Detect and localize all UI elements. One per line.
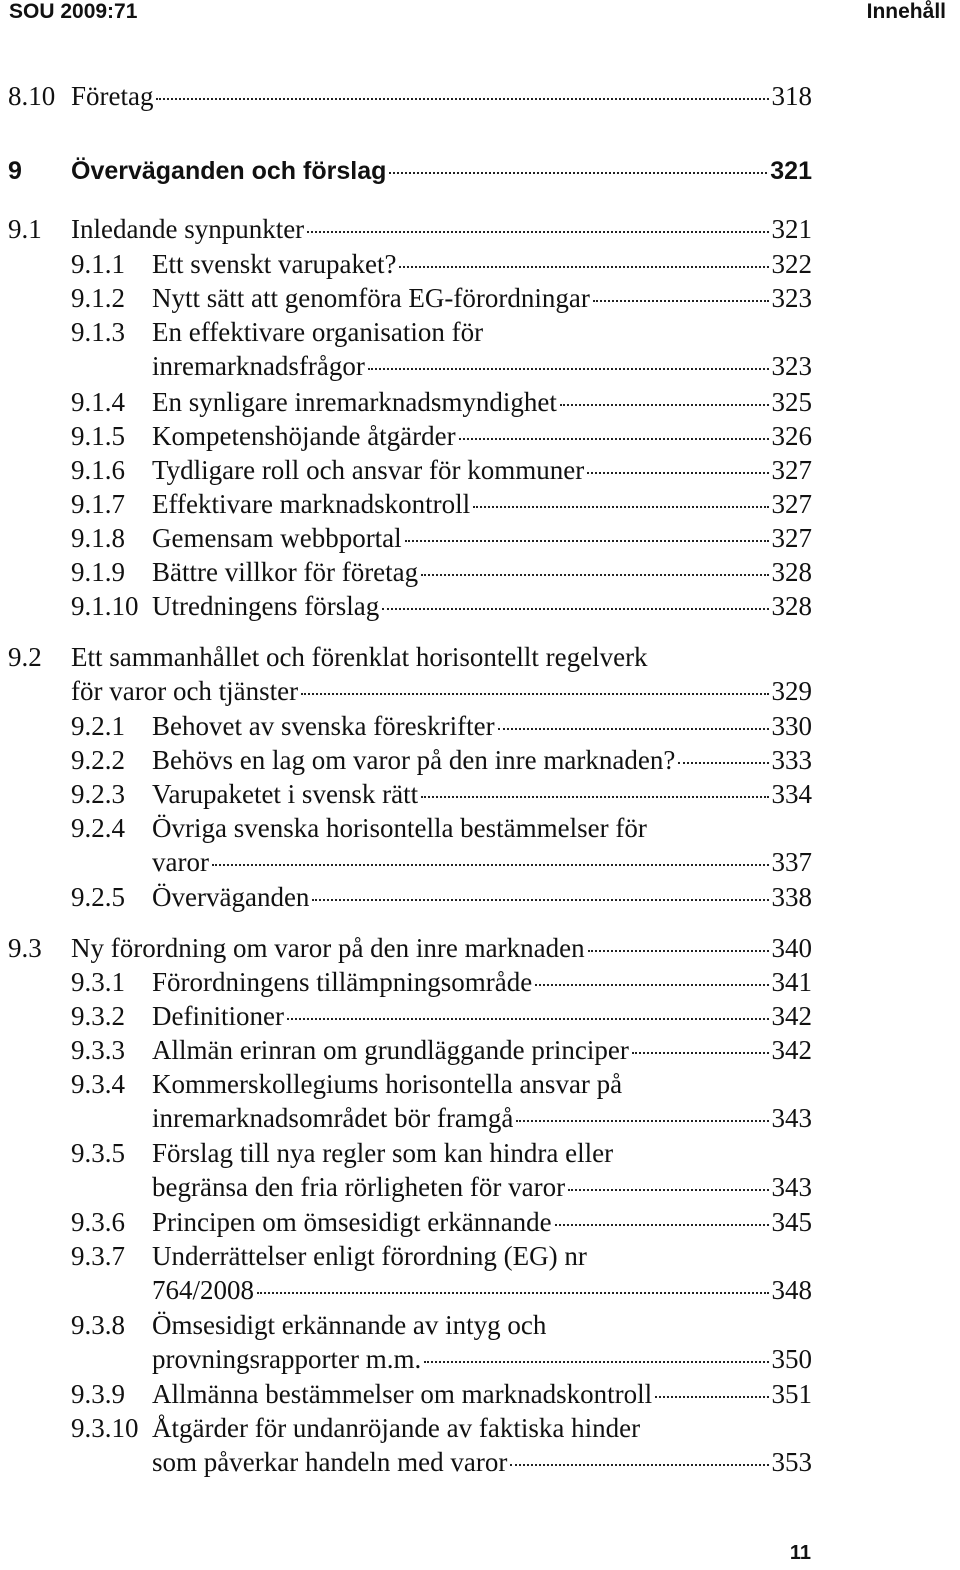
toc-entry-page: 348 [771,1275,812,1305]
toc-entry-page: 341 [771,967,812,997]
toc-entry-title: för varor och tjänster [71,676,299,706]
dot-leader [516,1120,768,1122]
dot-leader [655,1396,768,1398]
toc-entry-number: 9.3.8 [71,1310,125,1340]
toc-entry-number: 9.1.9 [71,557,125,587]
dot-leader [312,899,768,901]
dot-leader [588,950,769,952]
dot-leader [301,693,768,695]
toc-entry-title: Behövs en lag om varor på den inre marknaden? [152,745,676,775]
toc-entry-title: Ny förordning om varor på den inre marknaden [71,933,585,963]
toc-entry-number: 9.3.9 [71,1379,125,1409]
dot-leader [382,608,768,610]
dot-leader [389,172,767,174]
running-header-right: Innehåll [866,0,946,23]
toc-entry-title: Kompetenshöjande åtgärder [152,421,456,451]
toc-entry-title-line: En effektivare organisation för [152,317,484,347]
toc-entry-number: 9.3 [8,933,42,963]
dot-leader [287,1018,769,1020]
toc-entry-title: begränsa den fria rörligheten för varor [152,1172,566,1202]
toc-entry-page: 328 [771,591,812,621]
toc-entry-title: Inledande synpunkter [71,214,305,244]
toc-entry-page: 326 [771,421,812,451]
toc-entry [0,83,960,123]
toc-entry-number: 9.1.6 [71,455,125,485]
toc-entry-title: inremarknadsfrågor [152,351,365,381]
toc-entry-number: 9.2.3 [71,779,125,809]
toc-entry-number: 9.1.3 [71,317,125,347]
toc-entry-title: Överväganden och förslag [71,157,387,185]
toc-entry-page: 345 [771,1207,812,1237]
dot-leader [678,762,768,764]
dot-leader [257,1292,768,1294]
toc-entry-page: 337 [771,847,812,877]
toc-entry [0,884,960,924]
toc-entry-number: 9.1.2 [71,283,125,313]
dot-leader [307,231,768,233]
toc-entry-title: Varupaketet i svensk rätt [152,779,419,809]
toc-entry-page: 343 [771,1103,812,1133]
toc-entry-title: Företag [71,81,154,111]
toc-entry-page: 327 [771,455,812,485]
toc-entry-title: Nytt sätt att genomföra EG-förordningar [152,283,590,313]
dot-leader [421,796,768,798]
dot-leader [473,506,768,508]
running-header-left: SOU 2009:71 [9,0,138,23]
toc-entry-page: 353 [771,1447,812,1477]
toc-entry-title: Effektivare marknadskontroll [152,489,471,519]
toc-entry-title-line: Övriga svenska horisontella bestämmelser för [152,813,647,843]
toc-entry-number: 9.3.6 [71,1207,125,1237]
toc-entry-number: 9.3.3 [71,1035,125,1065]
toc-entry-page: 325 [771,387,812,417]
toc-entry-number: 9.3.10 [71,1413,139,1443]
toc-entry-page: 334 [771,779,812,809]
toc-entry-title: Överväganden [152,882,310,912]
toc-entry-title: Utredningens förslag [152,591,380,621]
toc-entry-number: 9.3.4 [71,1069,125,1099]
dot-leader [424,1361,768,1363]
dot-leader [368,368,769,370]
toc-entry-title-line: Kommerskollegiums horisontella ansvar på [152,1069,623,1099]
toc-entry-page: 340 [771,933,812,963]
toc-entry-title: Bättre villkor för företag [152,557,419,587]
toc-entry-title: Definitioner [152,1001,284,1031]
dot-leader [535,984,768,986]
toc-entry-number: 9.1.5 [71,421,125,451]
dot-leader [399,266,768,268]
toc-entry-title: inremarknadsområdet bör framgå [152,1103,514,1133]
dot-leader [459,438,769,440]
toc-entry-title: Allmänna bestämmelser om marknadskontroll [152,1379,653,1409]
toc-entry-page: 327 [771,523,812,553]
toc-entry-title-line: Åtgärder för undanröjande av faktiska hinder [152,1413,641,1443]
toc-entry-title: Principen om ömsesidigt erkännande [152,1207,552,1237]
toc-entry-title: Tydligare roll och ansvar för kommuner [152,455,585,485]
toc-entry [0,216,960,256]
toc-entry [0,159,960,199]
toc-entry-page: 343 [771,1172,812,1202]
toc-entry-number: 9.1.10 [71,591,139,621]
toc-entry-page: 327 [771,489,812,519]
toc-entry-number: 9.1.1 [71,249,125,279]
toc-entry-title: Gemensam webbportal [152,523,402,553]
toc-entry-number: 9.3.5 [71,1138,125,1168]
toc-entry-title-line: Ömsesidigt erkännande av intyg och [152,1310,547,1340]
toc-entry-title: varor [152,847,209,877]
toc-entry [0,593,960,633]
toc-entry-number: 9.3.2 [71,1001,125,1031]
dot-leader [593,300,769,302]
toc-entry-page: 333 [771,745,812,775]
toc-entry-title-line: Underrättelser enligt förordning (EG) nr [152,1241,587,1271]
toc-entry-page: 350 [771,1344,812,1374]
toc-entry [0,1241,960,1305]
toc-entry-page: 328 [771,557,812,587]
toc-entry [0,1413,960,1477]
toc-entry-page: 338 [771,882,812,912]
dot-leader [498,728,769,730]
toc-entry-number: 9 [8,157,22,185]
toc-entry-title: Behovet av svenska föreskrifter [152,711,495,741]
toc-entry-page: 323 [771,351,812,381]
dot-leader [212,864,769,866]
dot-leader [510,1464,768,1466]
toc-entry-page: 318 [771,81,812,111]
toc-entry-title: 764/2008 [152,1275,255,1305]
toc-entry-page: 322 [771,249,812,279]
toc-entry-page: 321 [771,214,812,244]
toc-entry-title: En synligare inremarknadsmyndighet [152,387,557,417]
dot-leader [632,1052,769,1054]
toc-entry-number: 9.3.1 [71,967,125,997]
toc-entry-title: Förordningens tillämpningsområde [152,967,533,997]
toc-entry-number: 9.2.5 [71,882,125,912]
toc-entry-number: 9.3.7 [71,1241,125,1271]
toc-entry [0,1069,960,1133]
toc-entry-page: 342 [771,1001,812,1031]
dot-leader [421,574,768,576]
toc-entry [0,813,960,877]
toc-entry-title: som påverkar handeln med varor [152,1447,508,1477]
toc-entry-number: 9.1.7 [71,489,125,519]
dot-leader [587,472,768,474]
dot-leader [555,1224,769,1226]
toc-entry-number: 9.1 [8,214,42,244]
toc-entry-number: 9.2.4 [71,813,125,843]
toc-entry-page: 323 [771,283,812,313]
toc-entry-number: 8.10 [8,81,56,111]
toc-entry [0,642,960,706]
toc-entry-title-line: Förslag till nya regler som kan hindra eller [152,1138,614,1168]
toc-entry-number: 9.2 [8,642,42,672]
dot-leader [405,540,769,542]
toc-entry [0,1310,960,1374]
toc-entry-number: 9.2.1 [71,711,125,741]
dot-leader [560,404,769,406]
toc-entry-number: 9.1.8 [71,523,125,553]
toc-entry-page: 342 [771,1035,812,1065]
page-number: 11 [789,1542,811,1564]
toc-entry-title: Allmän erinran om grundläggande principer [152,1035,629,1065]
toc-entry [0,317,960,381]
toc-entry-title-line: Ett sammanhållet och förenklat horisontellt regelverk [71,642,648,672]
toc-entry-page: 351 [771,1379,812,1409]
toc-entry-page: 330 [771,711,812,741]
dot-leader [568,1189,768,1191]
toc-entry-title: Ett svenskt varupaket? [152,249,397,279]
toc-entry [0,1138,960,1202]
dot-leader [156,98,768,100]
toc-entry-page: 329 [771,676,812,706]
toc-entry-page: 321 [770,157,812,185]
toc-entry-number: 9.1.4 [71,387,125,417]
toc-entry-number: 9.2.2 [71,745,125,775]
toc-entry-title: provningsrapporter m.m. [152,1344,422,1374]
